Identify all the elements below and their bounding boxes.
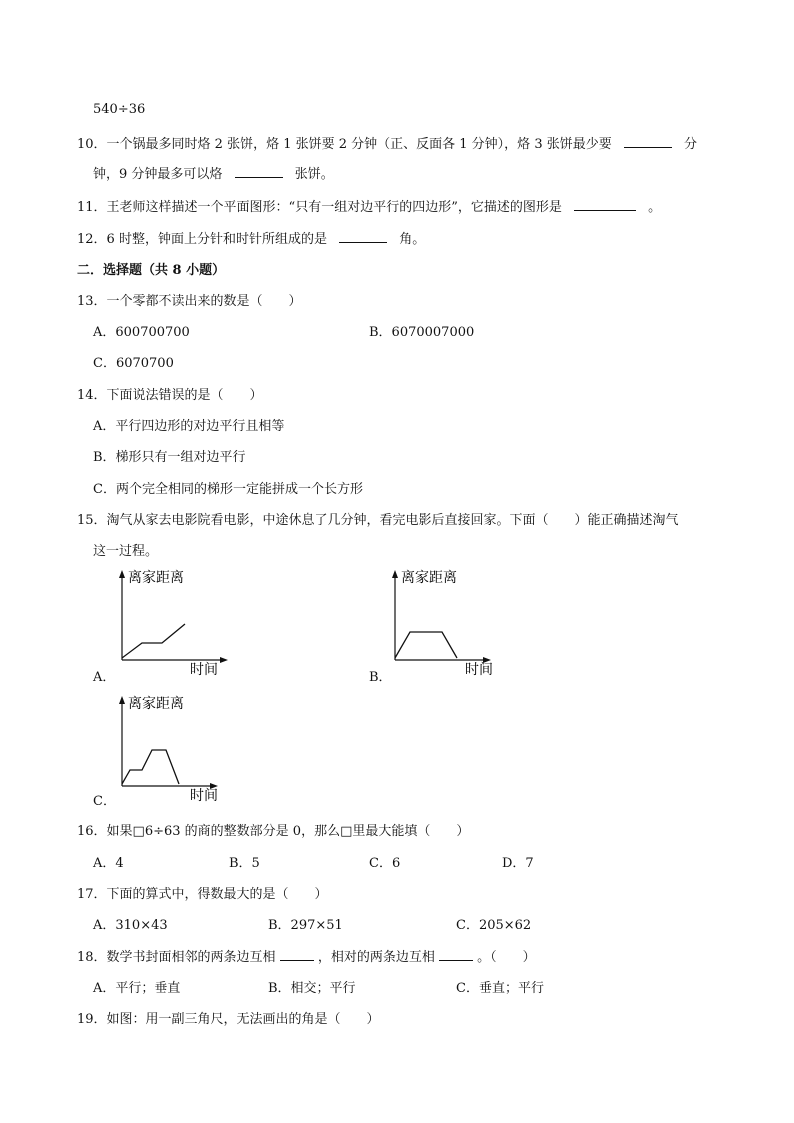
question-10-text-2: 钟，9 分钟最多可以烙	[93, 167, 223, 182]
graph-option-a	[112, 566, 232, 678]
question-11-end: 。	[648, 200, 662, 215]
option-13-a[interactable]: A．600700700	[93, 325, 190, 340]
option-13-c[interactable]: C．6070700	[93, 356, 174, 371]
question-18-text-3: 。（ ）	[477, 950, 536, 965]
question-10-line2	[93, 163, 334, 182]
option-17-a[interactable]: A．310×43	[93, 918, 168, 933]
graph-b-xlabel: 时间	[465, 663, 493, 678]
question-10-line1	[77, 133, 697, 152]
graph-c-xlabel: 时间	[190, 789, 218, 804]
question-16: 16．如果□6÷63 的商的整数部分是 0，那么□里最大能填（ ）	[77, 824, 470, 839]
option-16-c[interactable]: C．6	[369, 856, 401, 871]
answer-blank-q12[interactable]	[339, 230, 387, 243]
question-18-text: 18．数学书封面相邻的两条边互相	[77, 950, 276, 965]
option-17-c[interactable]: C．205×62	[456, 918, 532, 933]
question-10-text-3: 张饼。	[294, 167, 334, 182]
question-10-tail: 分	[684, 137, 698, 152]
graph-option-b	[385, 566, 505, 678]
option-18-a[interactable]: A．平行；垂直	[93, 981, 181, 996]
option-15-c-label[interactable]: C．	[93, 794, 116, 809]
question-11	[77, 196, 661, 215]
question-10-text: 10．一个锅最多同时烙 2 张饼，烙 1 张饼要 2 分钟（正、反面各 1 分钟），烙 3 张饼最少要	[77, 137, 612, 152]
option-16-b[interactable]: B．5	[229, 856, 260, 871]
option-16-a[interactable]: A．4	[93, 856, 124, 871]
graph-a-ylabel: 离家距离	[128, 571, 184, 586]
question-19: 19．如图：用一副三角尺，无法画出的角是（ ）	[77, 1012, 380, 1027]
answer-blank-q18-2[interactable]	[439, 948, 473, 961]
option-16-d[interactable]: D．7	[502, 856, 534, 871]
question-12	[77, 228, 425, 247]
option-15-a-label[interactable]: A．	[93, 670, 116, 685]
question-18-text-2: ，相对的两条边互相	[317, 950, 435, 965]
graph-b-ylabel: 离家距离	[401, 571, 457, 586]
question-15-line2: 这一过程。	[93, 544, 159, 559]
answer-blank-q10-2[interactable]	[235, 165, 283, 178]
question-11-text: 11．王老师这样描述一个平面图形：“只有一组对边平行的四边形”，它描述的图形是	[77, 200, 562, 215]
section-heading-choice: 二．选择题（共 8 小题）	[77, 263, 226, 278]
option-18-c[interactable]: C．垂直；平行	[456, 981, 544, 996]
option-17-b[interactable]: B．297×51	[268, 918, 343, 933]
question-14: 14．下面说法错误的是（ ）	[77, 388, 263, 403]
option-15-b-label[interactable]: B．	[369, 670, 392, 685]
graph-c-ylabel: 离家距离	[128, 697, 184, 712]
question-18	[77, 946, 536, 965]
expression-540-div-36: 540÷36	[93, 102, 146, 117]
answer-blank-q18-1[interactable]	[280, 948, 314, 961]
question-12-text: 12．6 时整，钟面上分针和时针所组成的是	[77, 232, 327, 247]
option-14-a[interactable]: A．平行四边形的对边平行且相等	[93, 419, 285, 434]
question-15-line1: 15．淘气从家去电影院看电影，中途休息了几分钟，看完电影后直接回家。下面（ ）能正确描述淘气	[77, 513, 679, 528]
answer-blank-q11[interactable]	[574, 198, 636, 211]
answer-blank-q10-1[interactable]	[624, 135, 672, 148]
option-18-b[interactable]: B．相交；平行	[268, 981, 356, 996]
graph-option-c	[112, 692, 232, 804]
question-13: 13．一个零都不读出来的数是（ ）	[77, 294, 302, 309]
option-13-b[interactable]: B．6070007000	[369, 325, 475, 340]
graph-a-xlabel: 时间	[190, 663, 218, 678]
option-14-c[interactable]: C．两个完全相同的梯形一定能拼成一个长方形	[93, 482, 363, 497]
option-14-b[interactable]: B．梯形只有一组对边平行	[93, 450, 246, 465]
question-12-end: 角。	[399, 232, 426, 247]
question-17: 17．下面的算式中，得数最大的是（ ）	[77, 887, 328, 902]
